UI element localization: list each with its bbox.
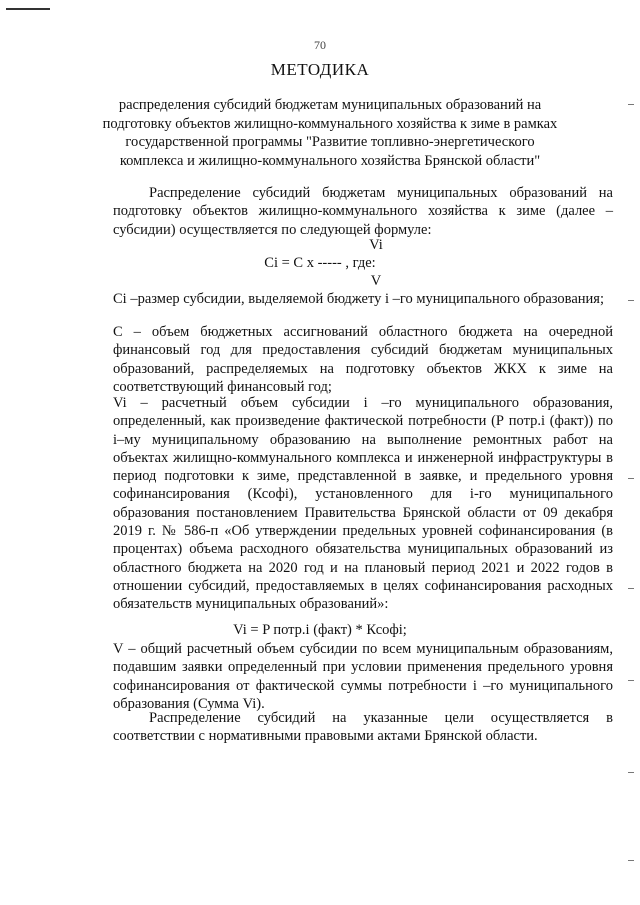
- margin-mark: [628, 300, 634, 301]
- closing-paragraph: Распределение субсидий на указанные цели осуществляется в соответствии с нормативными правовыми актами Брянской области.: [113, 710, 613, 745]
- margin-mark: [628, 104, 634, 105]
- margin-mark: [628, 772, 634, 773]
- document-title: МЕТОДИКА: [270, 60, 370, 79]
- margin-mark: [628, 680, 634, 681]
- margin-mark: [628, 478, 634, 479]
- definition-v: V – общий расчетный объем субсидии по всем муниципальным образованиям, подавшим заявки определенный при условии применения предельного уровня софинансирования от фактической суммы потребности i –го муниципального образования (Сумма Vi).: [113, 641, 613, 712]
- definition-vi: Vi – расчетный объем субсидии i –го муниципального образования, определенный, как произведение фактической потребности (Р потр.i (факт)) по i–му муниципальному образованию на выполнение ремонтных работ на объектах жилищно-коммунального комплекса и инженерной инфраструктуры в период подготовки к зиме, представленной в заявке, и предельного уровня софинансирования (Ксофi), установленного для i-го муниципального образования постановлением Правительства Брянской области от 09 декабря 2019 г. № 586-п «Об утверждении предельных уровней софинансирования (в процентах) объема расходного обязательства муниципальных образований из областного бюджета на 2020 год и на плановый период 2021 и 2022 годов в отношении субсидий, предоставляемых в целях софинансирования расходных обязательств муниципальных образований»:: [113, 395, 613, 613]
- scan-artifact-line: [6, 8, 50, 10]
- margin-mark: [628, 860, 634, 861]
- formula-numerator: Vi: [369, 237, 383, 253]
- page-number: 70: [314, 38, 326, 52]
- document-subtitle: распределения субсидий бюджетам муниципальных образований на подготовку объектов жилищно-коммунального хозяйства к зиме в рамках государственной программы "Развитие топливно-энергетического комплекса и жилищно-коммунального хозяйства Брянской области": [102, 97, 558, 169]
- formula-vi: Vi = P потр.i (факт) * Ксофi;: [233, 622, 407, 638]
- formula-main: Ci = C x ----- , где:: [264, 255, 376, 271]
- definition-ci: Ci –размер субсидии, выделяемой бюджету i –го муниципального образования;: [113, 291, 604, 307]
- formula-denominator: V: [370, 273, 382, 289]
- margin-mark: [628, 588, 634, 589]
- definition-c: C – объем бюджетных ассигнований областного бюджета на очередной финансовый год для предоставления субсидий бюджетам муниципальных образований, распределяемых на подготовку объектов ЖКХ к зиме на соответствующий финансовый год;: [113, 324, 613, 395]
- intro-paragraph: Распределение субсидий бюджетам муниципальных образований на подготовку объектов жилищно-коммунального хозяйства к зиме (далее – субсидии) осуществляется по следующей формуле:: [113, 185, 613, 238]
